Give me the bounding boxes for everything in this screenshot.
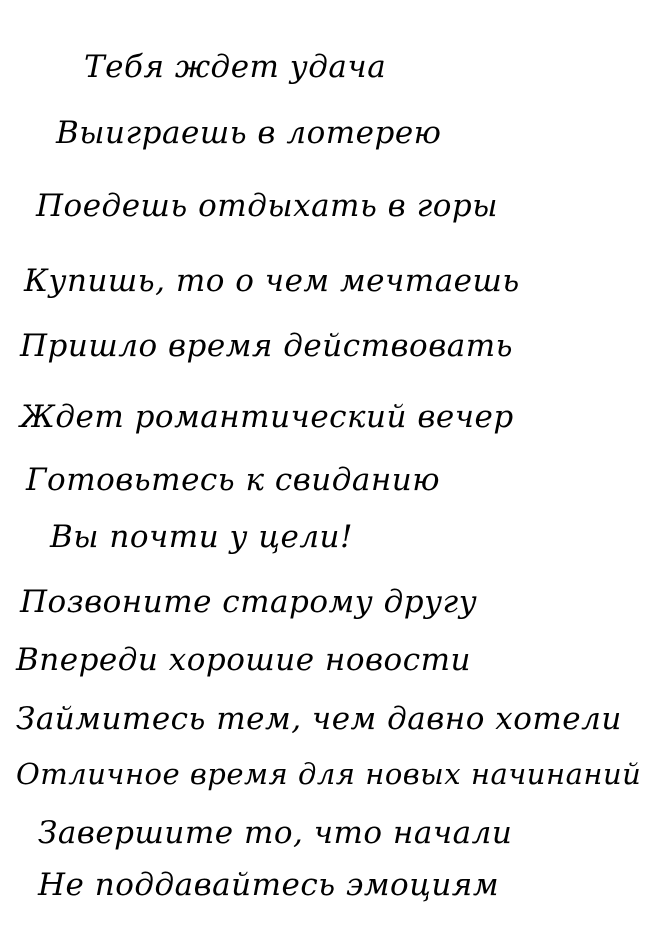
prediction-line: Готовьтесь к свиданию (26, 462, 441, 498)
prediction-line: Ждет романтический вечер (20, 399, 514, 435)
prediction-line: Вы почти у цели! (50, 519, 353, 555)
prediction-line: Не поддавайтесь эмоциям (38, 867, 500, 903)
prediction-line: Позвоните старому другу (20, 584, 478, 620)
prediction-line: Купишь, то о чем мечтаешь (24, 263, 520, 299)
prediction-line: Займитесь тем, чем давно хотели (16, 701, 622, 737)
prediction-line: Выиграешь в лотерею (56, 115, 442, 151)
prediction-line: Тебя ждет удача (84, 49, 387, 85)
prediction-line: Впереди хорошие новости (16, 642, 471, 678)
prediction-line: Пришло время действовать (20, 328, 513, 364)
prediction-line: Поедешь отдыхать в горы (36, 188, 498, 224)
prediction-line: Завершите то, что начали (38, 815, 513, 851)
prediction-line: Отличное время для новых начинаний (16, 757, 642, 791)
